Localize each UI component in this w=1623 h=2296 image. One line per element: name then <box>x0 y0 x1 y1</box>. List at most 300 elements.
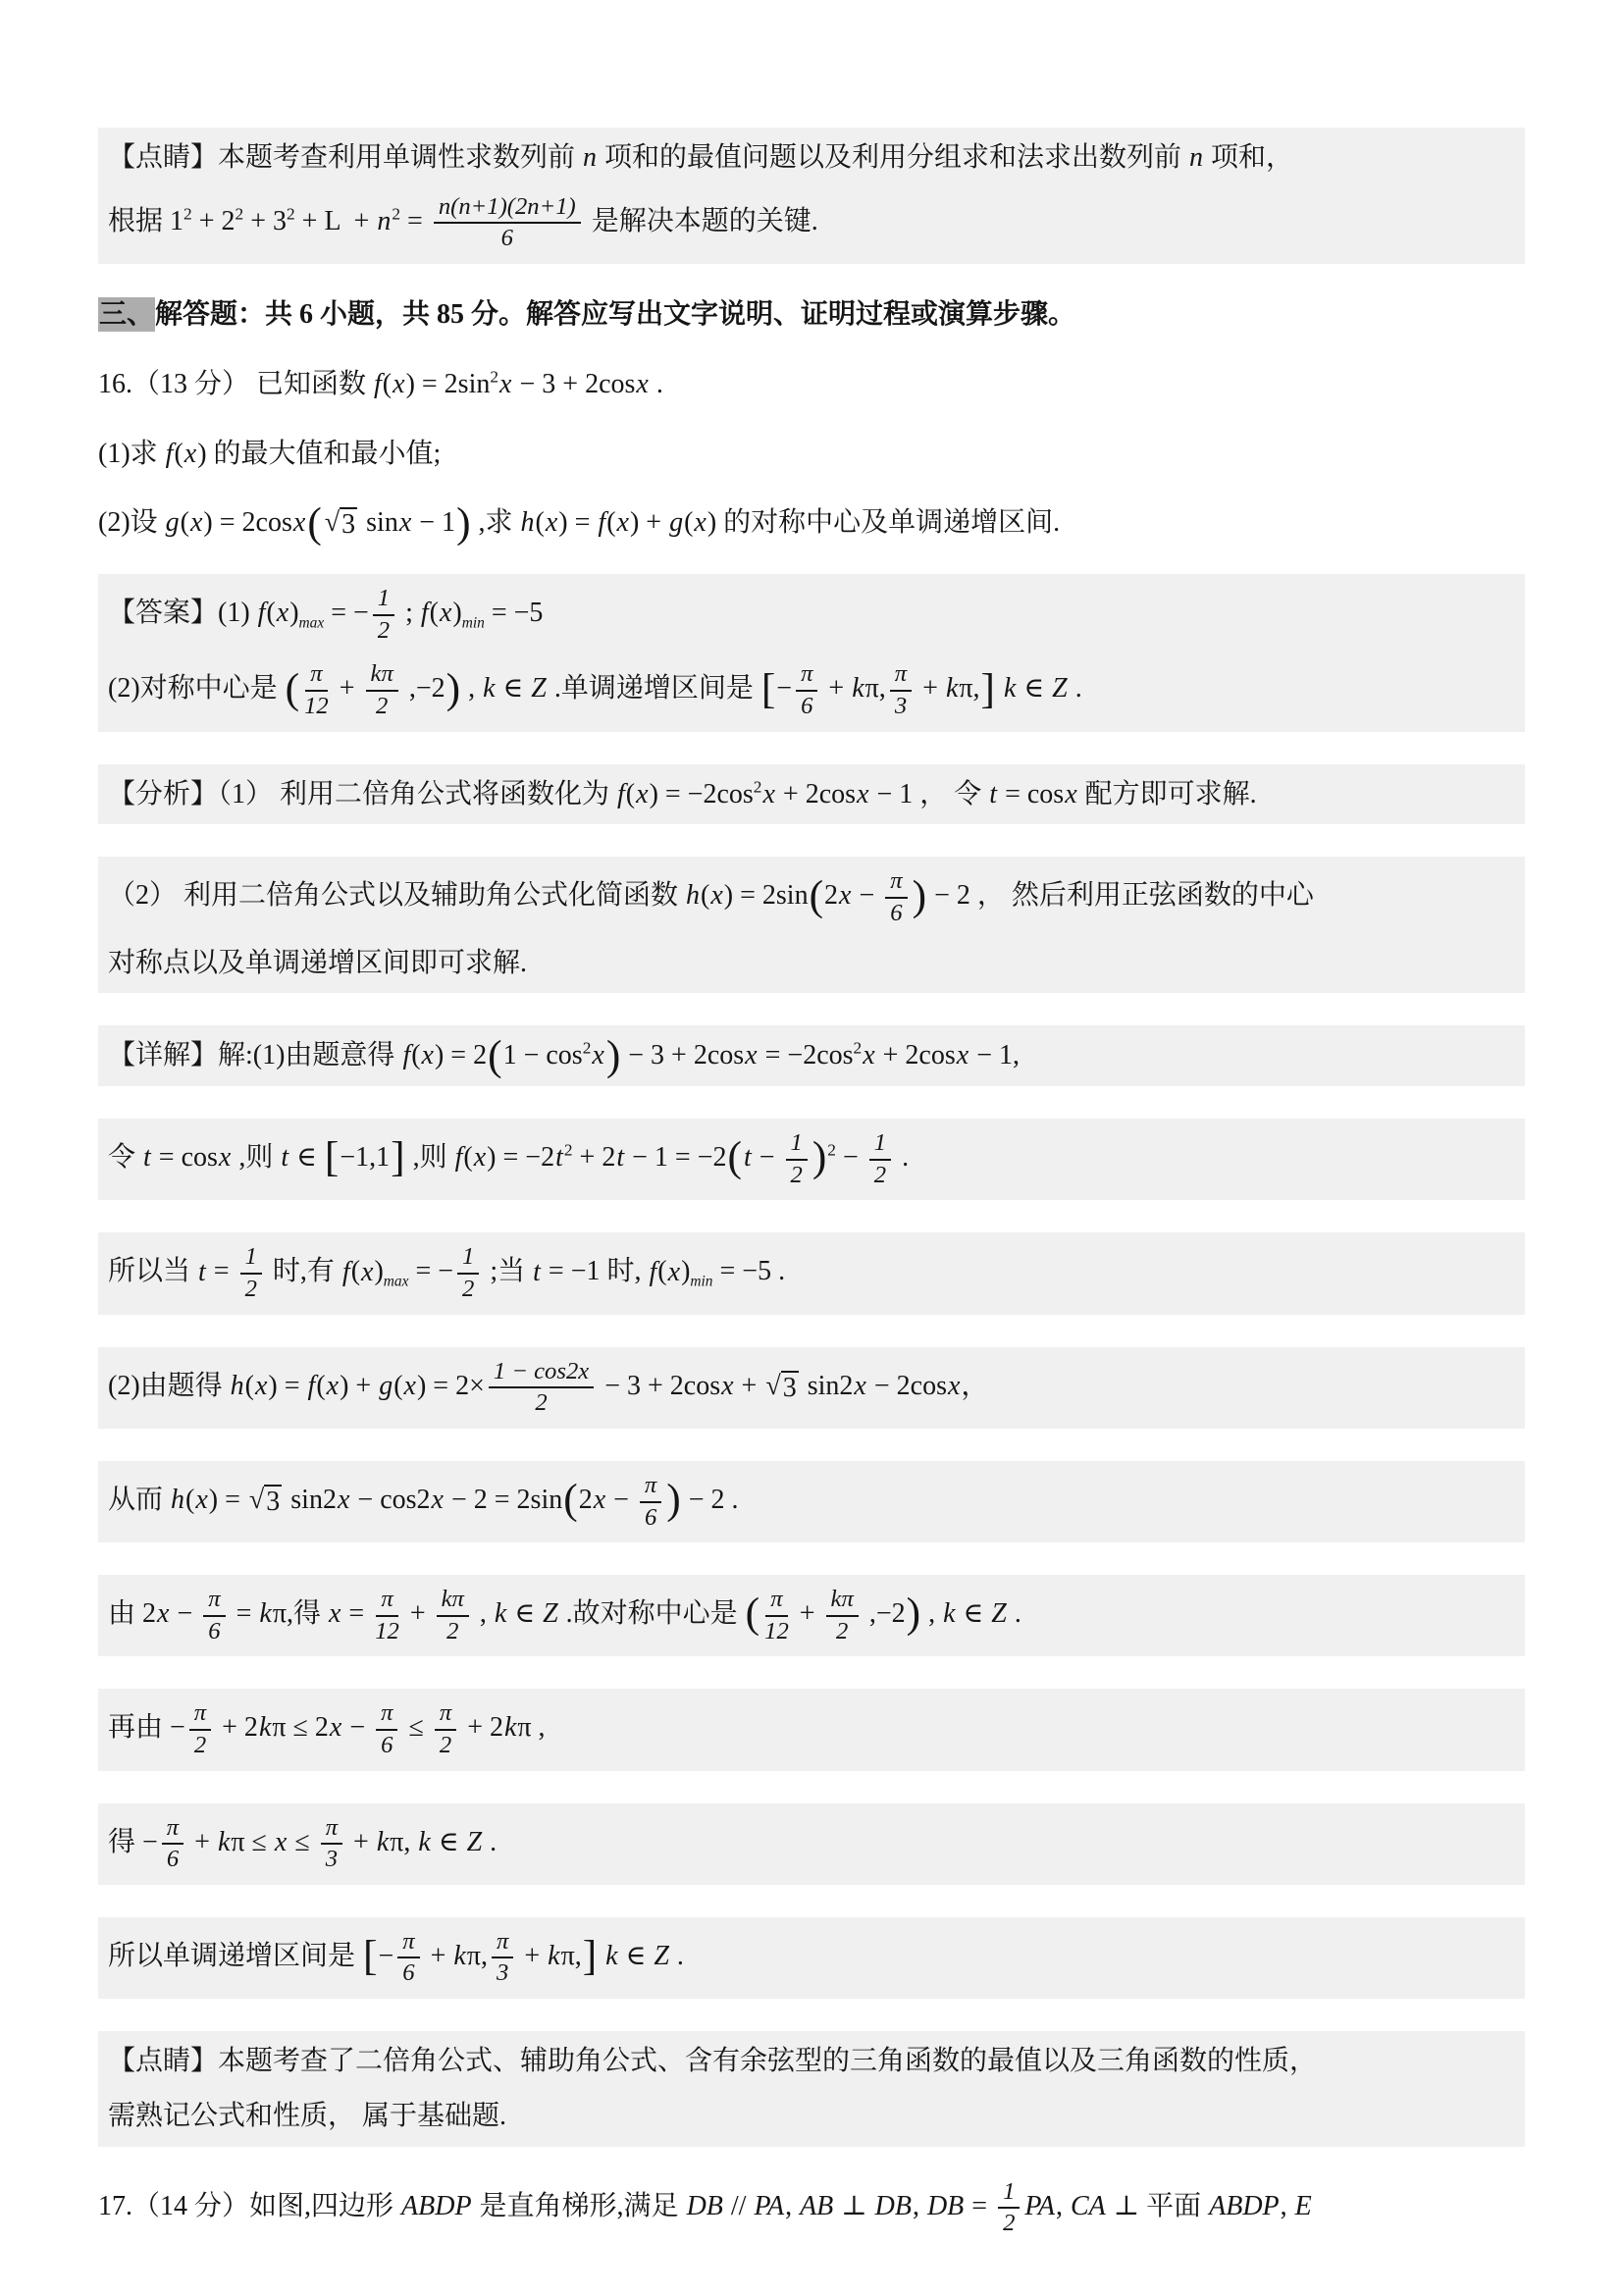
text-line <box>108 1929 1515 1987</box>
text-run: 项和， <box>1204 142 1294 173</box>
numerator: π <box>321 1815 342 1846</box>
text-line <box>108 1130 1515 1188</box>
math-variable: f <box>420 598 429 629</box>
text-run: ∈ <box>618 1940 654 1971</box>
analysis-part1 <box>98 764 1525 825</box>
math-variable: t <box>555 1142 563 1174</box>
text-run: − 3 + 2cos <box>512 368 636 399</box>
text-run: ( <box>606 507 616 539</box>
square-root <box>765 1371 798 1404</box>
numerator: π <box>885 868 907 899</box>
text-run: ∈ <box>956 1598 991 1630</box>
denominator: 2 <box>1003 2210 1016 2237</box>
text-run: = −5 <box>484 598 544 629</box>
math-variable: Z <box>654 1940 669 1971</box>
text-run: ≤ <box>401 1712 431 1744</box>
text-run: − 1, <box>969 1040 1020 1071</box>
math-variable: x <box>337 1484 350 1515</box>
numerator: π <box>203 1587 225 1617</box>
math-variable: Z <box>531 673 547 704</box>
math-variable: g <box>379 1370 393 1401</box>
numerator: kπ <box>366 661 398 692</box>
question-16-part1 <box>98 436 1525 473</box>
superscript: 2 <box>235 204 244 224</box>
math-variable: x <box>439 598 452 629</box>
text-run: 1 − cos <box>502 1040 583 1071</box>
math-variable: x <box>593 1484 606 1515</box>
math-variable: x <box>947 1370 961 1401</box>
text-run: − <box>835 1142 865 1174</box>
math-variable: h <box>686 880 701 912</box>
text-line <box>98 436 1525 473</box>
stretched-delimiter: ( <box>307 498 322 547</box>
text-run: + <box>423 1940 453 1971</box>
text-run: + 2cos <box>875 1040 956 1071</box>
text-run: ( <box>244 1370 254 1401</box>
text-line <box>108 1473 1515 1531</box>
text-run: 是解决本题的关键. <box>584 205 818 236</box>
numerator: kπ <box>826 1587 859 1617</box>
math-variable: x <box>398 507 412 539</box>
text-line <box>108 1359 1515 1417</box>
detail-step-8 <box>98 1803 1525 1885</box>
math-variable: f <box>598 507 606 539</box>
text-run: = cos <box>151 1142 218 1174</box>
text-run: 【答案】(1) <box>108 598 257 629</box>
text-run: .故对称中心是 <box>558 1598 745 1630</box>
math-variable: PA <box>754 2190 785 2221</box>
text-run: ( <box>625 778 636 809</box>
text-run: + <box>346 1826 376 1857</box>
text-run: sin2 <box>284 1484 337 1515</box>
numerator: π <box>640 1473 661 1503</box>
text-run: ) = −2 <box>487 1142 555 1174</box>
text-run: π, <box>959 673 980 704</box>
math-variable: x <box>499 368 512 399</box>
fraction <box>786 1130 808 1188</box>
math-variable: ABDP <box>401 2190 472 2221</box>
text-run: ) = <box>558 507 598 539</box>
detail-step-1 <box>98 1025 1525 1086</box>
superscript: 2 <box>490 367 499 387</box>
math-variable: Z <box>466 1826 483 1857</box>
numerator: π <box>435 1700 456 1731</box>
fraction <box>434 194 581 252</box>
text-line <box>98 296 1525 334</box>
question-17 <box>98 2179 1525 2237</box>
radicand: √ 3 <box>266 1486 281 1517</box>
text-line <box>108 586 1515 644</box>
text-run: 时,有 <box>265 1256 341 1287</box>
text-run: , <box>1056 2190 1070 2221</box>
math-variable: x <box>636 368 649 399</box>
math-variable: t <box>743 1142 752 1174</box>
math-variable: x <box>854 1370 866 1401</box>
math-variable: x <box>157 1598 170 1630</box>
subscript: max <box>383 1274 409 1291</box>
text-run: ( <box>174 438 183 469</box>
fraction <box>162 1815 183 1873</box>
fraction <box>373 586 394 644</box>
math-variable: x <box>183 438 197 469</box>
math-variable: k <box>945 673 959 704</box>
math-variable: x <box>956 1040 969 1071</box>
math-variable: h <box>520 507 535 539</box>
text-run: 【分析】（1） 利用二倍角公式将函数化为 <box>108 778 617 809</box>
text-run: . <box>483 1826 497 1857</box>
denominator: 2 <box>244 1276 257 1303</box>
math-variable: g <box>165 507 180 539</box>
text-run: = <box>965 2190 995 2221</box>
denominator: 6 <box>166 1846 180 1873</box>
text-run: = −5 . <box>712 1256 786 1287</box>
superscript: 2 <box>827 1140 836 1160</box>
text-run: 配方即可求解. <box>1077 778 1257 809</box>
math-variable: f <box>617 778 625 809</box>
math-variable: x <box>393 368 405 399</box>
math-variable: x <box>329 1712 342 1744</box>
text-run: − <box>752 1142 782 1174</box>
fraction <box>366 661 398 719</box>
text-line <box>98 366 1525 403</box>
math-variable: x <box>1065 778 1077 809</box>
fraction <box>796 661 817 719</box>
math-variable: x <box>721 1370 734 1401</box>
text-run: ) = 2sin <box>405 368 491 399</box>
stretched-delimiter: ) <box>912 871 927 919</box>
numerator: π <box>492 1929 513 1959</box>
square-root <box>249 1485 282 1518</box>
text-run: 【详解】解:(1)由题意得 <box>108 1040 402 1071</box>
text-run: = <box>206 1256 236 1287</box>
radicand: √ 3 <box>341 509 356 541</box>
text-run: − 1 = −2 <box>625 1142 727 1174</box>
numerator: 1 <box>457 1244 479 1275</box>
square-root <box>325 507 357 541</box>
math-variable: Z <box>543 1598 558 1630</box>
math-variable: x <box>592 1040 604 1071</box>
denominator: 6 <box>801 693 813 720</box>
math-variable: x <box>195 1484 208 1515</box>
fraction <box>764 1587 789 1644</box>
denominator: 6 <box>208 1617 221 1644</box>
math-variable: x <box>863 1040 875 1071</box>
text-run: (2)由题得 <box>108 1370 230 1401</box>
text-run: − 2 = 2sin <box>444 1484 563 1515</box>
stretched-delimiter: ) <box>605 1031 621 1079</box>
dianjing-note-top <box>98 128 1525 264</box>
math-variable: g <box>669 507 684 539</box>
text-run: 令 <box>108 1142 143 1174</box>
text-run: ( <box>180 507 189 539</box>
denominator: 3 <box>894 693 908 720</box>
text-run: ) 的对称中心及单调递增区间. <box>707 507 1061 539</box>
stretched-delimiter: [ <box>760 664 776 712</box>
text-run: ∈ <box>431 1826 466 1857</box>
superscript: 2 <box>183 204 192 224</box>
stretched-delimiter: ) <box>906 1590 921 1638</box>
text-run: = <box>400 205 430 236</box>
stretched-delimiter: ) <box>456 498 471 547</box>
text-run: + <box>187 1826 217 1857</box>
text-run: − 2 ， 然后利用正弦函数的中心 <box>927 880 1314 912</box>
text-run: 需熟记公式和性质， 属于基础题. <box>108 2100 507 2131</box>
text-run: − <box>852 880 882 912</box>
denominator: 6 <box>890 900 903 927</box>
text-run: ,求 <box>471 507 520 539</box>
math-variable: f <box>257 598 266 629</box>
math-variable: t <box>198 1256 206 1287</box>
fraction <box>375 1587 399 1644</box>
detail-step-2 <box>98 1119 1525 1200</box>
fraction <box>189 1700 211 1758</box>
math-variable: k <box>503 1712 517 1744</box>
math-variable: k <box>943 1598 956 1630</box>
stretched-delimiter: [ <box>363 1932 378 1980</box>
math-variable: x <box>361 1256 374 1287</box>
math-variable: f <box>165 438 174 469</box>
math-variable: h <box>230 1370 244 1401</box>
math-variable: f <box>307 1370 316 1401</box>
fraction <box>869 1130 891 1188</box>
text-run: − <box>378 1940 394 1971</box>
denominator: 12 <box>375 1617 399 1644</box>
text-run: ,−2 <box>862 1598 906 1630</box>
text-run: (1)求 <box>98 438 165 469</box>
subscript: max <box>298 614 325 632</box>
text-run: − <box>776 673 793 704</box>
math-variable: E <box>1294 2190 1312 2221</box>
text-run: + 2 <box>572 1142 616 1174</box>
fraction <box>437 1587 469 1644</box>
text-run: （2） 利用二倍角公式以及辅助角公式化简函数 <box>108 880 686 912</box>
text-run: + 3 <box>243 205 287 236</box>
text-run: ,则 <box>405 1142 454 1174</box>
stretched-delimiter: ( <box>488 1031 502 1079</box>
text-line <box>108 661 1515 719</box>
stretched-delimiter: ] <box>980 664 995 712</box>
text-run: . <box>1007 1598 1021 1630</box>
fraction <box>376 1700 397 1758</box>
text-run: = cos <box>998 778 1065 809</box>
numerator: 1 <box>373 586 394 616</box>
math-variable: f <box>649 1256 657 1287</box>
denominator: 2 <box>462 1276 475 1303</box>
fraction <box>240 1244 262 1302</box>
text-run: ) = 2cos <box>203 507 292 539</box>
numerator: 1 <box>998 2179 1020 2210</box>
text-run: ) = 2 <box>434 1040 488 1071</box>
math-variable: k <box>418 1826 431 1857</box>
math-variable: x <box>545 507 558 539</box>
text-run: 由 2 <box>108 1598 157 1630</box>
math-variable: AB <box>800 2190 834 2221</box>
text-run: + <box>734 1370 764 1401</box>
text-run: = − <box>324 598 369 629</box>
question-16 <box>98 366 1525 403</box>
text-run: ( <box>657 1256 667 1287</box>
math-variable: k <box>483 673 496 704</box>
detail-step-9 <box>98 1917 1525 1999</box>
text-run: + <box>792 1598 822 1630</box>
text-line <box>108 1587 1515 1644</box>
numerator: π <box>765 1587 787 1617</box>
denominator: 12 <box>304 693 329 720</box>
detail-step-4 <box>98 1347 1525 1429</box>
text-run: − 1 <box>412 507 456 539</box>
superscript: 2 <box>582 1039 592 1059</box>
text-run: + <box>332 673 362 704</box>
numerator: 1 <box>786 1130 808 1161</box>
text-run: ) = <box>208 1484 247 1515</box>
numerator: π <box>376 1587 397 1617</box>
text-run: ( <box>463 1142 473 1174</box>
text-run: − 3 + 2cos <box>621 1040 745 1071</box>
fraction <box>304 661 329 719</box>
text-run: + <box>821 673 852 704</box>
text-run: = <box>341 1598 372 1630</box>
math-variable: x <box>218 1142 232 1174</box>
denominator: 2 <box>193 1731 207 1758</box>
math-variable: CA <box>1071 2190 1106 2221</box>
detail-step-6 <box>98 1575 1525 1656</box>
fraction <box>397 1929 419 1987</box>
math-variable: x <box>636 778 649 809</box>
fraction <box>203 1587 225 1644</box>
text-run: 17.（14 分）如图,四边形 <box>98 2190 401 2221</box>
numerator: 1 <box>869 1130 891 1161</box>
text-run: − 3 + 2cos <box>598 1370 721 1401</box>
text-run: − <box>170 1598 200 1630</box>
math-variable: t <box>616 1142 625 1174</box>
text-run: ， <box>961 1370 989 1401</box>
stretched-delimiter: ( <box>285 664 300 712</box>
text-run: (2)设 <box>98 507 165 539</box>
math-variable: x <box>276 598 289 629</box>
text-run: π, <box>864 673 886 704</box>
text-run: ) <box>374 1256 384 1287</box>
text-run: ) + <box>340 1370 379 1401</box>
superscript: 2 <box>286 204 295 224</box>
superscript: 2 <box>853 1039 863 1059</box>
text-run: π , <box>517 1712 546 1744</box>
text-run: + <box>402 1598 433 1630</box>
text-run: = − <box>408 1256 454 1287</box>
math-variable: x <box>667 1256 681 1287</box>
text-run: + L + <box>294 205 377 236</box>
text-line <box>108 868 1515 926</box>
denominator: 6 <box>644 1503 657 1531</box>
math-variable: t <box>281 1142 289 1174</box>
math-variable: x <box>431 1484 444 1515</box>
superscript: 2 <box>563 1140 573 1160</box>
superscript: 2 <box>753 777 762 797</box>
subscript: min <box>461 614 485 632</box>
math-variable: x <box>326 1370 340 1401</box>
numerator: π <box>796 661 817 692</box>
text-run: . <box>895 1142 910 1174</box>
text-run: 2 <box>824 880 839 912</box>
highlighted-text: 三、 <box>99 299 155 331</box>
text-run: + <box>517 1940 548 1971</box>
text-run: . <box>649 368 663 399</box>
math-variable: k <box>605 1940 618 1971</box>
denominator: 2 <box>376 693 389 720</box>
stretched-delimiter: ) <box>445 664 461 712</box>
text-run: ( <box>429 598 439 629</box>
text-run: + 2 <box>191 205 236 236</box>
denominator: 3 <box>325 1846 339 1873</box>
math-variable: k <box>259 1598 272 1630</box>
text-run: .单调递增区间是 <box>547 673 760 704</box>
stretched-delimiter: ( <box>809 871 824 919</box>
text-run: ( <box>684 507 694 539</box>
section-header <box>98 296 1525 334</box>
text-run: − 2cos <box>866 1370 947 1401</box>
fraction <box>998 2179 1020 2237</box>
fraction <box>492 1929 513 1987</box>
math-variable: f <box>374 368 382 399</box>
text-line <box>108 776 1515 813</box>
detail-step-5 <box>98 1461 1525 1542</box>
text-run: = −2cos <box>758 1040 854 1071</box>
text-run: π, <box>466 1940 488 1971</box>
math-variable: x <box>710 880 723 912</box>
text-line <box>108 1244 1515 1302</box>
text-run: ; <box>398 598 420 629</box>
text-run: π, <box>390 1826 418 1857</box>
text-run: = <box>229 1598 259 1630</box>
fraction <box>489 1359 594 1417</box>
stretched-delimiter: ) <box>812 1133 827 1181</box>
math-variable: f <box>402 1040 411 1071</box>
denominator: 2 <box>790 1161 803 1188</box>
text-run: π ≤ <box>231 1826 274 1857</box>
stretched-delimiter: ] <box>582 1932 598 1980</box>
math-variable: k <box>548 1940 560 1971</box>
text-line <box>108 2043 1515 2080</box>
text-run: ,−2 <box>401 673 445 704</box>
math-variable: x <box>694 507 707 539</box>
stretched-delimiter: [ <box>324 1133 340 1181</box>
denominator: 2 <box>873 1161 887 1188</box>
text-run: 【点睛】本题考查了二倍角公式、辅助角公式、含有余弦型的三角函数的最值以及三角函数的性质， <box>108 2046 1318 2076</box>
numerator: π <box>162 1815 183 1846</box>
answer-block <box>98 574 1525 731</box>
text-run: − 2 . <box>681 1484 739 1515</box>
math-variable: k <box>376 1826 390 1857</box>
stretched-delimiter: ) <box>666 1476 681 1524</box>
math-variable: DB <box>926 2190 965 2221</box>
denominator: 12 <box>764 1617 789 1644</box>
denominator: 2 <box>439 1731 452 1758</box>
numerator: π <box>890 661 912 692</box>
text-line <box>108 945 1515 982</box>
numerator: kπ <box>437 1587 469 1617</box>
radicand: √ 3 <box>782 1372 797 1403</box>
text-run: + 2cos <box>775 778 857 809</box>
bold-text: 解答题：共 6 小题，共 85 分。解答应写出文字说明、证明过程或演算步骤。 <box>155 299 1076 331</box>
numerator: π <box>397 1929 419 1959</box>
text-run: ) <box>289 598 299 629</box>
text-run: π, <box>560 1940 582 1971</box>
math-variable: x <box>421 1040 434 1071</box>
math-variable: x <box>403 1370 416 1401</box>
text-run: + 2 <box>215 1712 258 1744</box>
text-line <box>108 194 1515 252</box>
text-line <box>108 1700 1515 1758</box>
text-run: , <box>912 2190 926 2221</box>
